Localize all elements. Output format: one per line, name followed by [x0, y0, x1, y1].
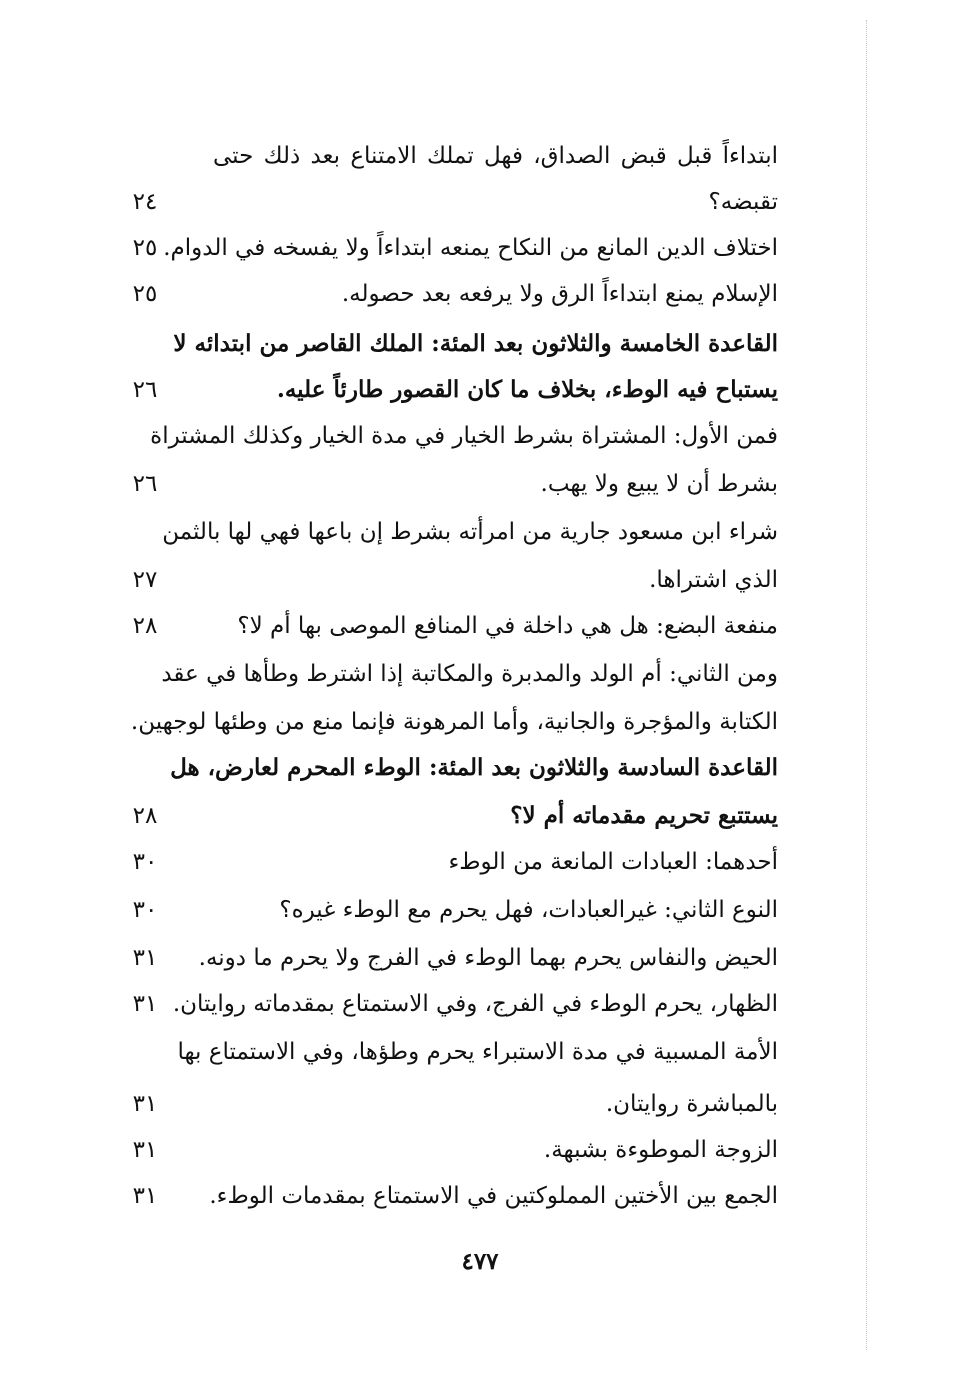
index-entry [0, 1174, 961, 1218]
entry-text: الإسلام يمنع ابتداءاً الرق ولا يرفعه بعد حصوله. [341, 281, 778, 307]
entry-page-number: ٢٥ [132, 281, 158, 307]
page-number: ٤٧٧ [461, 1248, 499, 1275]
entry-text: الزوجة الموطوءة بشبهة. [543, 1137, 778, 1163]
index-entry [0, 1030, 961, 1074]
entry-text: يستتبع تحريم مقدماته أم لا؟ [510, 802, 778, 829]
entry-text: الحيض والنفاس يحرم بهما الوطء في الفرج ولا يحرم ما دونه. [198, 945, 778, 971]
entry-text: منفعة البضع: هل هي داخلة في المنافع الموصى بها أم لا؟ [237, 613, 778, 639]
entry-page-number: ٣١ [132, 945, 158, 971]
entry-page-number: ٣١ [132, 1091, 158, 1117]
entry-page-number: ٣٠ [132, 849, 158, 875]
entry-text: تقبضه؟ [708, 189, 778, 215]
entry-page-number: ٣١ [132, 1183, 158, 1209]
entry-text: الظهار، يحرم الوطء في الفرج، وفي الاستمتاع بمقدماته روايتان. [172, 991, 778, 1017]
entry-text: الكتابة والمؤجرة والجانية، وأما المرهونة فإنما منع من وطئها لوجهين. [130, 709, 778, 735]
index-entry [0, 840, 961, 884]
entry-text: اختلاف الدين المانع من النكاح يمنعه ابتداءاً ولا يفسخه في الدوام. [163, 235, 778, 261]
entry-page-number: ٢٥ [132, 235, 158, 261]
rule-heading [0, 322, 961, 366]
index-entry [0, 982, 961, 1026]
entry-page-number: ٣١ [132, 1137, 158, 1163]
entry-text: يستباح فيه الوطء، بخلاف ما كان القصور طارئاً عليه. [276, 376, 778, 403]
entry-page-number: ٢٤ [132, 189, 158, 215]
entry-page-number: ٢٨ [132, 803, 158, 829]
entry-text: بالمباشرة روايتان. [605, 1091, 778, 1117]
entry-page-number: ٣١ [132, 991, 158, 1017]
entry-text: ابتداءاً قبل قبض الصداق، فهل تملك الامتناع بعد ذلك حتى [213, 143, 778, 169]
index-entry [0, 180, 961, 224]
index-entry [0, 272, 961, 316]
entry-text: شراء ابن مسعود جارية من امرأته بشرط إن باعها فهي لها بالثمن [162, 519, 778, 545]
entry-page-number: ٢٧ [132, 567, 158, 593]
index-entry [0, 652, 961, 696]
index-entry [0, 1082, 961, 1126]
rule-heading [0, 746, 961, 790]
index-entry [0, 462, 961, 506]
index-entry [0, 558, 961, 602]
index-entry [0, 134, 961, 178]
index-entry [0, 604, 961, 648]
rule-heading [0, 794, 961, 838]
entry-page-number: ٣٠ [132, 897, 158, 923]
index-entry [0, 700, 961, 744]
entry-text: الذي اشتراها. [649, 567, 778, 593]
entry-text: أحدهما: العبادات المانعة من الوطء [448, 849, 778, 875]
index-entry [0, 1128, 961, 1172]
entry-text: ومن الثاني: أم الولد والمدبرة والمكاتبة إذا اشترط وطأها في عقد [161, 661, 778, 687]
index-entry [0, 414, 961, 458]
index-entry [0, 226, 961, 270]
entry-text: فمن الأول: المشتراة بشرط الخيار في مدة الخيار وكذلك المشتراة [150, 423, 778, 449]
entry-text: النوع الثاني: غيرالعبادات، فهل يحرم مع الوطء غيره؟ [279, 897, 778, 923]
entry-page-number: ٢٨ [132, 613, 158, 639]
index-entry [0, 888, 961, 932]
entry-text: بشرط أن لا يبيع ولا يهب. [540, 471, 778, 497]
entry-page-number: ٢٦ [132, 471, 158, 497]
entry-text: الجمع بين الأختين المملوكتين في الاستمتاع بمقدمات الوطء. [209, 1183, 778, 1209]
entry-text: القاعدة السادسة والثلاثون بعد المئة: الوطء المحرم لعارض، هل [170, 754, 778, 781]
entry-page-number: ٢٦ [132, 377, 158, 403]
index-entry [0, 510, 961, 554]
index-entry [0, 936, 961, 980]
entry-text: القاعدة الخامسة والثلاثون بعد المئة: الملك القاصر من ابتدائه لا [173, 330, 778, 357]
entry-text: الأمة المسبية في مدة الاستبراء يحرم وطؤها، وفي الاستمتاع بها [177, 1039, 778, 1065]
rule-heading [0, 368, 961, 412]
